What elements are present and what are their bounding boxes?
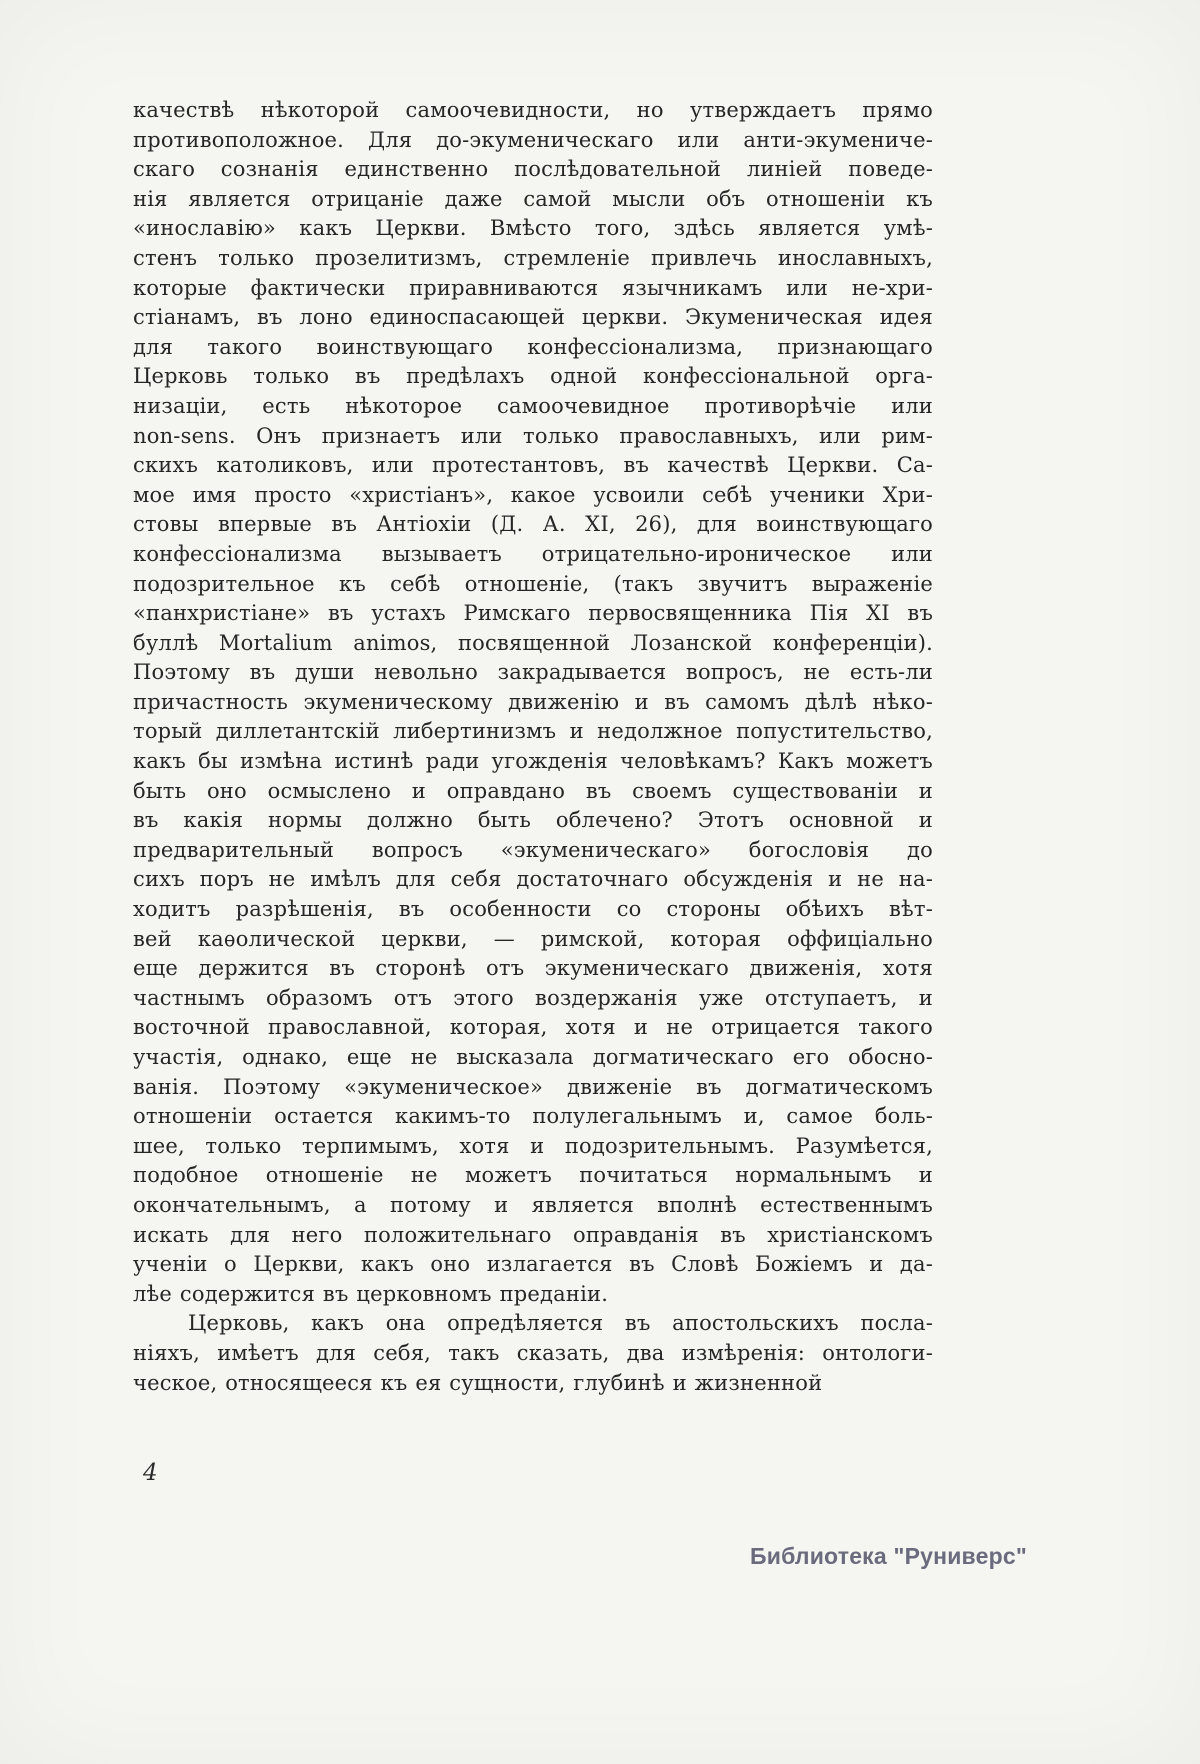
text-line: низаціи, есть нѣкоторое самоочевидное противорѣчіе или [133,393,933,418]
text-line: какъ бы измѣна истинѣ ради угожденія человѣкамъ? Какъ можетъ [133,749,933,774]
text-line: стіанамъ, въ лоно единоспасающей церкви. Экуменическая идея [133,305,933,330]
text-line: Церковь только въ предѣлахъ одной конфессіональной орга- [133,364,933,389]
text-line: стовы впервые въ Антіохіи (Д. А. XI, 26), для воинствующаго [133,512,933,537]
page-number: 4 [143,1460,158,1486]
text-line: мое имя просто «христіанъ», какое усвоили себѣ ученики Хри- [133,482,933,507]
text-line: причастность экуменическому движенію и въ самомъ дѣлѣ нѣко- [133,689,933,714]
text-line: буллѣ Mortalium animos, посвященной Лозанской конференціи). [133,630,933,655]
text-line: ходитъ разрѣшенія, въ особенности со стороны обѣихъ вѣт- [133,897,933,922]
text-line: сихъ поръ не имѣлъ для себя достаточнаго обсужденія и не на- [133,867,933,892]
text-line: вей каѳолической церкви, — римской, которая оффиціально [133,926,933,951]
library-watermark: Библиотека "Руниверс" [750,1543,1027,1569]
text-line: частнымъ образомъ отъ этого воздержанія уже отступаетъ, и [133,985,933,1010]
text-line: лѣе содержится въ церковномъ преданіи. [133,1281,609,1306]
text-line: «инославію» какъ Церкви. Вмѣсто того, здѣсь является умѣ- [133,216,933,241]
text-line: шее, только терпимымъ, хотя и подозрительнымъ. Разумѣется, [133,1133,933,1158]
text-line: противоположное. Для до-экуменическаго или анти-экумениче- [133,127,933,152]
paragraph [133,96,933,1309]
text-line: нія является отрицаніе даже самой мысли объ отношеніи къ [133,186,933,211]
text-line: ческое, относящееся къ ея сущности, глубинѣ и жизненной [133,1370,823,1395]
text-line: быть оно осмыслено и оправдано въ своемъ существованіи и [133,778,933,803]
text-line: Поэтому въ души невольно закрадывается вопросъ, не есть-ли [133,660,933,685]
text-line: ванія. Поэтому «экуменическое» движеніе въ догматическомъ [133,1074,933,1099]
text-line: Церковь, какъ она опредѣляется въ апостольскихъ посла- [188,1311,933,1336]
text-line: еще держится въ сторонѣ отъ экуменическаго движенія, хотя [133,956,933,981]
text-line: для такого воинствующаго конфессіонализма, признающаго [133,334,933,359]
text-line: торый диллетантскій либертинизмъ и недолжное попустительство, [133,719,933,744]
body-text [133,96,933,1398]
text-line: non-sens. Онъ признаетъ или только православныхъ, или рим- [133,423,933,448]
text-line: ученіи о Церкви, какъ оно излагается въ Словѣ Божіемъ и да- [133,1252,933,1277]
text-line: качествѣ нѣкоторой самоочевидности, но утверждаетъ прямо [133,98,933,122]
text-line: ніяхъ, имѣетъ для себя, такъ сказать, два измѣренія: онтологи- [133,1340,933,1365]
text-line: предварительный вопросъ «экуменическаго» богословія до [133,837,933,862]
text-line: окончательнымъ, а потому и является вполнѣ естественнымъ [133,1192,933,1217]
text-line: скихъ католиковъ, или протестантовъ, въ качествѣ Церкви. Са- [133,453,933,478]
text-line: отношеніи остается какимъ-то полулегальнымъ и, самое боль- [133,1104,933,1129]
text-line: которые фактически приравниваются язычникамъ или не-хри- [133,275,933,300]
text-line: участія, однако, еще не высказала догматическаго его обосно- [133,1045,933,1069]
text-line: восточной православной, которая, хотя и не отрицается такого [133,1015,933,1040]
text-line: «панхристіане» въ устахъ Римскаго первосвященника Пія XI въ [133,601,933,626]
text-line: стенъ только прозелитизмъ, стремленіе привлечь инославныхъ, [133,245,933,270]
paragraph [133,1309,933,1398]
text-line: конфессіонализма вызываетъ отрицательно-ироническое или [133,541,933,566]
text-line: подозрительное къ себѣ отношеніе, (такъ звучитъ выраженіе [133,571,933,596]
text-line: подобное отношеніе не можетъ почитаться нормальнымъ и [133,1163,933,1188]
text-line: искать для него положительнаго оправданія въ христіанскомъ [133,1222,933,1247]
text-line: скаго сознанія единственно послѣдовательной линіей поведе- [133,157,933,182]
text-line: въ какія нормы должно быть облечено? Этотъ основной и [133,808,933,833]
